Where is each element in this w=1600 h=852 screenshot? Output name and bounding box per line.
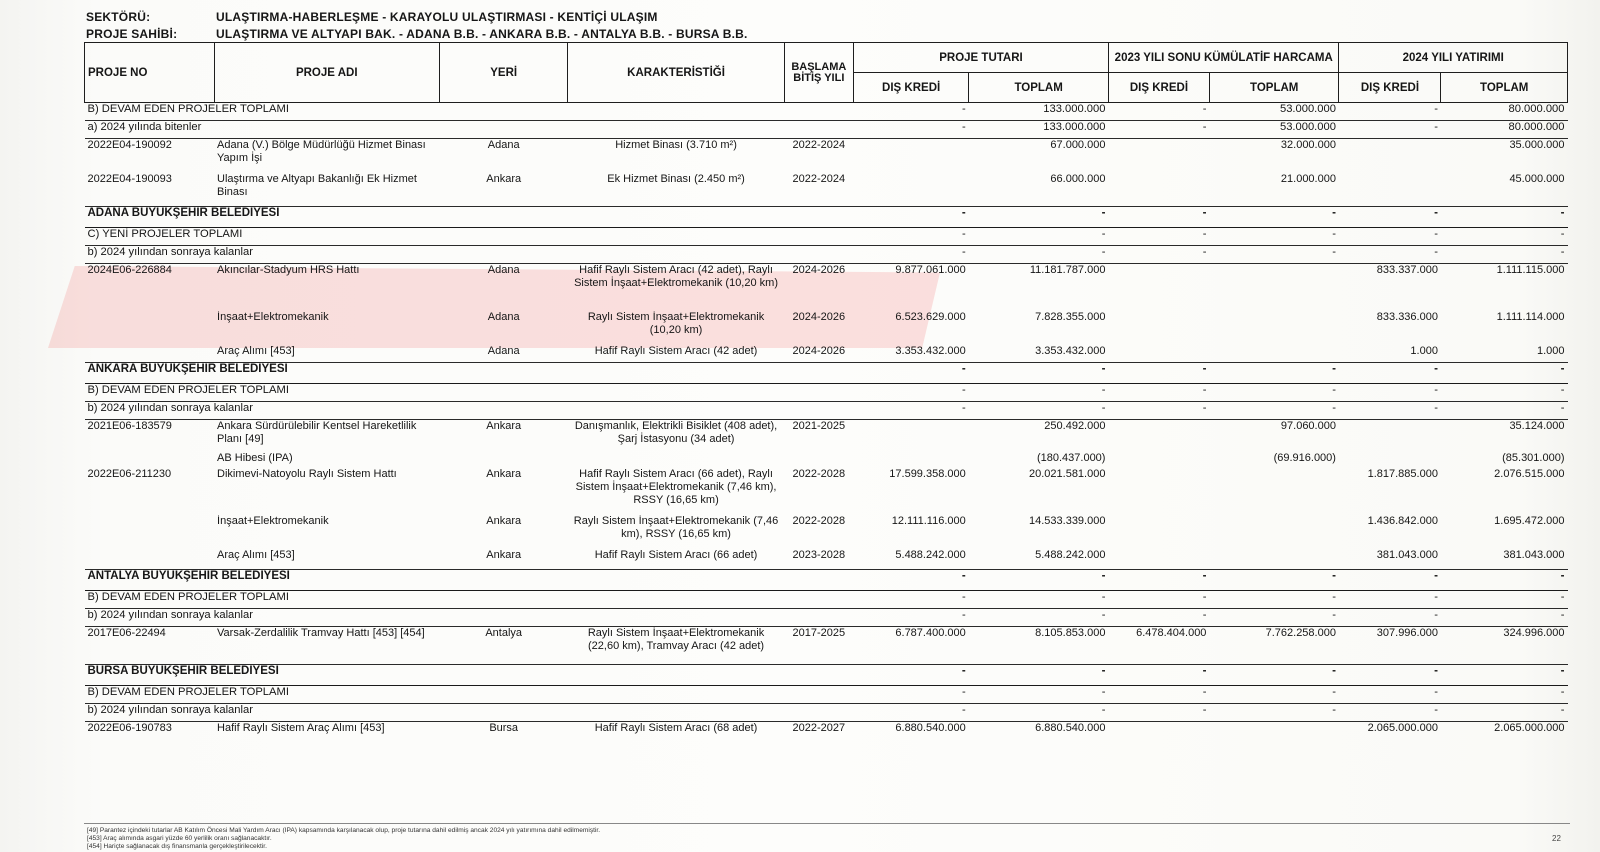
cell-proje-no: 2022E06-211230 [87, 467, 172, 480]
cell-amount: 35.000.000 [1509, 139, 1565, 151]
cell-amount: - [1209, 207, 1339, 228]
cell-yil: 2017-2025 [784, 627, 853, 665]
cell-amount: - [1339, 609, 1441, 627]
cell-amount: 381.043.000 [1339, 549, 1441, 570]
cell-amount [1108, 420, 1209, 452]
cell-amount: 307.996.000 [1339, 627, 1441, 665]
cell-yeri: Adana [487, 264, 520, 276]
cell-amount [854, 452, 969, 468]
cell-proje-adi: Ankara Sürdürülebilir Kentsel Hareketlilik Planı [49] [217, 420, 417, 445]
cell-amount [1339, 420, 1441, 452]
cell-amount: 133.000.000 [969, 103, 1109, 121]
footnote-rule [84, 823, 1570, 824]
cell-amount: - [1209, 402, 1339, 420]
table-row [85, 345, 1568, 363]
cell-amount [1339, 139, 1441, 173]
cell-amount: 20.021.581.000 [1029, 467, 1106, 480]
cell-amount: - [1441, 207, 1568, 228]
cell-amount: - [1339, 363, 1441, 384]
summary-row [85, 591, 1568, 609]
cell-amount: - [1108, 207, 1209, 228]
cell-amount: - [1441, 570, 1568, 591]
cell-amount: - [1441, 686, 1568, 704]
cell-amount: - [854, 121, 969, 139]
cell-yeri: Antalya [439, 627, 568, 665]
group-header-row [85, 665, 1568, 686]
cell-amount: - [1108, 609, 1209, 627]
group-header-row [85, 207, 1568, 228]
investment-table [84, 42, 1568, 738]
cell-amount: - [1209, 363, 1339, 384]
cell-karakteristik: Hafif Raylı Sistem Aracı (68 adet) [594, 722, 758, 734]
cell-amount: 133.000.000 [969, 121, 1109, 139]
cell-amount [854, 173, 969, 207]
cell-amount: - [1339, 207, 1441, 228]
cell-amount: 1.436.842.000 [1367, 514, 1438, 527]
cell-amount: 11.181.787.000 [1029, 264, 1106, 276]
cell-amount: - [1441, 665, 1568, 686]
cell-amount: - [1209, 228, 1339, 246]
cell-amount [1108, 139, 1209, 173]
owner-value: ULAŞTIRMA VE ALTYAPI BAK. - ADANA B.B. - ANKARA B.B. - ANTALYA B.B. - BURSA B.B. [216, 27, 748, 41]
cell-amount: - [1441, 228, 1568, 246]
cell-amount: - [1209, 704, 1339, 722]
group-title: BURSA BÜYÜKŞEHİR BELEDİYESİ [85, 665, 854, 686]
cell-amount: - [1339, 591, 1441, 609]
summary-label: B) DEVAM EDEN PROJELER TOPLAMI [85, 591, 854, 609]
group-header-row [85, 570, 1568, 591]
cell-karakteristik: Raylı Sistem İnşaat+Elektromekanik (7,46 km), RSSY (16,65 km) [573, 514, 779, 540]
cell-karakteristik: Raylı Sistem İnşaat+Elektromekanik (10,20 km) [587, 310, 765, 336]
cell-amount: - [1339, 704, 1441, 722]
cell-amount [854, 139, 969, 173]
col-baslama-bitis: BAŞLAMA BİTİŞ YILI [784, 43, 853, 103]
sector-value: ULAŞTIRMA-HABERLEŞME - KARAYOLU ULAŞTIRMASI - KENTİÇİ ULAŞIM [216, 10, 658, 24]
cell-yil: 2022-2024 [792, 139, 846, 151]
group-header-row [85, 363, 1568, 384]
col-dis-kredi: DIŞ KREDİ [1339, 73, 1441, 103]
cell-amount: 1.111.115.000 [1496, 264, 1565, 276]
cell-amount: - [969, 207, 1109, 228]
cell-amount [1339, 452, 1441, 468]
cell-amount [1108, 452, 1209, 468]
cell-amount: - [1339, 228, 1441, 246]
cell-amount: - [1209, 609, 1339, 627]
cell-amount [1108, 515, 1209, 549]
summary-row [85, 228, 1568, 246]
cell-amount: - [1339, 686, 1441, 704]
summary-row [85, 246, 1568, 264]
cell-amount: - [854, 384, 969, 402]
cell-proje-no: 2022E06-190783 [87, 722, 172, 734]
cell-proje-adi: Adana (V.) Bölge Müdürlüğü Hizmet Binası Yapım İşi [217, 139, 426, 164]
cell-amount: 2.076.515.000 [1494, 467, 1565, 480]
cell-amount: 8.105.853.000 [969, 627, 1109, 665]
cell-amount: - [969, 228, 1109, 246]
cell-amount: - [1339, 103, 1441, 121]
cell-amount: - [1441, 609, 1568, 627]
cell-amount: 250.492.000 [1044, 420, 1106, 432]
cell-amount: - [1441, 704, 1568, 722]
cell-amount: - [1209, 384, 1339, 402]
cell-amount: 53.000.000 [1209, 121, 1339, 139]
cell-amount: 12.111.116.000 [891, 514, 966, 527]
col-toplam: TOPLAM [1209, 73, 1339, 103]
cell-yeri: Bursa [489, 722, 519, 734]
table-row [85, 627, 1568, 665]
cell-amount: - [1209, 570, 1339, 591]
cell-amount: - [969, 246, 1109, 264]
cell-amount: 14.533.339.000 [1029, 514, 1106, 527]
cell-amount: - [1108, 686, 1209, 704]
cell-amount: - [1108, 665, 1209, 686]
table-row [85, 549, 1568, 570]
cell-amount: 6.880.540.000 [895, 722, 966, 734]
cell-proje-no: 2017E06-22494 [85, 627, 215, 665]
cell-karakteristik: Danışmanlık, Elektrikli Bisiklet (408 adet), Şarj İstasyonu (34 adet) [574, 420, 778, 445]
cell-amount: - [969, 384, 1109, 402]
cell-amount: 5.488.242.000 [969, 549, 1109, 570]
cell-amount [1209, 722, 1339, 738]
cell-amount [1108, 264, 1209, 311]
cell-amount: 1.695.472.000 [1494, 514, 1565, 527]
cell-amount: 3.353.432.000 [969, 345, 1109, 363]
col-proje-tutari: PROJE TUTARI [854, 43, 1109, 73]
cell-yil: 2022-2028 [792, 467, 846, 480]
cell-proje-adi: İnşaat+Elektromekanik [217, 514, 329, 527]
summary-label: B) DEVAM EDEN PROJELER TOPLAMI [85, 384, 854, 402]
cell-amount [1339, 173, 1441, 207]
page-mark: 22 [1552, 834, 1561, 843]
col-yeri: YERİ [439, 43, 568, 103]
cell-yil: 2022-2027 [792, 722, 846, 734]
cell-proje-no: 2022E04-190093 [85, 173, 215, 207]
cell-amount [1108, 468, 1209, 515]
cell-amount: (85.301.000) [1502, 451, 1565, 464]
cell-yil [784, 452, 853, 468]
cell-proje-no: 2021E06-183579 [87, 420, 172, 432]
cell-amount: 32.000.000 [1280, 139, 1336, 151]
cell-karakteristik: Hafif Raylı Sistem Aracı (42 adet), Raylı Sistem İnşaat+Elektromekanik (10,20 km) [574, 264, 778, 289]
cell-amount [1108, 311, 1209, 345]
cell-amount: - [1339, 570, 1441, 591]
group-title: ADANA BÜYÜKŞEHİR BELEDİYESİ [85, 207, 854, 228]
cell-amount: - [1209, 686, 1339, 704]
cell-amount: - [1108, 121, 1209, 139]
cell-proje-no [85, 515, 215, 549]
cell-karakteristik: Ek Hizmet Binası (2.450 m²) [568, 173, 784, 207]
table-row [85, 139, 1568, 173]
cell-proje-adi: Dikimevi-Natoyolu Raylı Sistem Hattı [217, 467, 397, 480]
owner-label: PROJE SAHİBİ: [86, 27, 178, 41]
summary-label: b) 2024 yılından sonraya kalanlar [85, 704, 854, 722]
cell-amount: 67.000.000 [1050, 139, 1106, 151]
table-row [85, 452, 1568, 468]
cell-amount: - [1441, 384, 1568, 402]
cell-amount: - [1339, 665, 1441, 686]
cell-amount: 2.065.000.000 [1494, 722, 1565, 734]
cell-amount: (69.916.000) [1273, 451, 1336, 464]
cell-amount: 833.336.000 [1376, 310, 1438, 323]
summary-row [85, 609, 1568, 627]
cell-amount: - [1108, 570, 1209, 591]
group-title: ANKARA BÜYÜKŞEHİR BELEDİYESİ [85, 363, 854, 384]
cell-amount: - [969, 609, 1109, 627]
table-row [85, 264, 1568, 311]
cell-amount: 21.000.000 [1209, 173, 1339, 207]
cell-amount: - [854, 665, 969, 686]
cell-amount: 1.000 [1339, 345, 1441, 363]
footnote-453: [453] Araç alımında asgari yüzde 60 yerlilik oranı sağlanacaktır. [87, 835, 272, 842]
cell-amount: 1.817.885.000 [1367, 467, 1438, 480]
cell-proje-no [85, 549, 215, 570]
cell-amount [1108, 722, 1209, 738]
cell-yeri: Adana [439, 345, 568, 363]
cell-amount: 7.828.355.000 [1035, 310, 1106, 323]
cell-amount: - [854, 570, 969, 591]
cell-yil: 2023-2028 [784, 549, 853, 570]
summary-row [85, 384, 1568, 402]
cell-amount: - [854, 103, 969, 121]
col-toplam: TOPLAM [1441, 73, 1568, 103]
cell-amount [1108, 345, 1209, 363]
cell-yeri: Ankara [486, 420, 522, 432]
cell-amount: 3.353.432.000 [854, 345, 969, 363]
cell-amount: - [1339, 246, 1441, 264]
footnote-454: [454] Hariçte sağlanacak dış finansmanla gerçekleştirilecektir. [87, 843, 267, 850]
cell-karakteristik: Hafif Raylı Sistem Aracı (42 adet) [568, 345, 784, 363]
summary-label: b) 2024 yılından sonraya kalanlar [85, 609, 854, 627]
col-karakteristigi: KARAKTERİSTİĞİ [568, 43, 784, 103]
cell-amount: 66.000.000 [969, 173, 1109, 207]
cell-amount: - [1209, 665, 1339, 686]
cell-amount: - [1108, 103, 1209, 121]
cell-amount: 6.478.404.000 [1108, 627, 1209, 665]
cell-amount [1209, 311, 1339, 345]
cell-amount: - [854, 686, 969, 704]
summary-row [85, 704, 1568, 722]
cell-yil: 2024-2026 [784, 345, 853, 363]
cell-proje-no: 2022E04-190092 [87, 139, 172, 151]
cell-proje-no [85, 311, 215, 345]
cell-amount [1209, 549, 1339, 570]
cell-amount: - [969, 591, 1109, 609]
cell-yil: 2021-2025 [792, 420, 846, 432]
cell-amount: - [1441, 246, 1568, 264]
cell-yil: 2022-2024 [784, 173, 853, 207]
cell-amount: - [1339, 384, 1441, 402]
cell-amount: - [1108, 246, 1209, 264]
cell-yeri: Adana [487, 139, 520, 151]
cell-proje-adi: İnşaat+Elektromekanik [217, 310, 329, 323]
summary-label: B) DEVAM EDEN PROJELER TOPLAMI [85, 686, 854, 704]
cell-amount: 324.996.000 [1441, 627, 1568, 665]
cell-amount: 80.000.000 [1441, 121, 1568, 139]
summary-row [85, 121, 1568, 139]
cell-amount: 1.111.114.000 [1496, 310, 1565, 323]
cell-amount: 35.124.000 [1509, 420, 1565, 432]
cell-amount: - [1108, 591, 1209, 609]
summary-label: b) 2024 yılından sonraya kalanlar [85, 402, 854, 420]
cell-karakteristik: Raylı Sistem İnşaat+Elektromekanik (22,60 km), Tramvay Aracı (42 adet) [568, 627, 784, 665]
cell-proje-adi: Ulaştırma ve Altyapı Bakanlığı Ek Hizmet Binası [214, 173, 439, 207]
cell-yeri: Ankara [439, 549, 568, 570]
summary-row [85, 402, 1568, 420]
cell-amount: - [854, 591, 969, 609]
cell-amount: 833.337.000 [1376, 264, 1438, 276]
cell-proje-adi: Araç Alımı [453] [214, 345, 439, 363]
col-proje-adi: PROJE ADI [214, 43, 439, 103]
cell-proje-adi: Akıncılar-Stadyum HRS Hattı [217, 264, 360, 276]
summary-row [85, 103, 1568, 121]
cell-amount: - [1108, 384, 1209, 402]
cell-karakteristik: Hizmet Binası (3.710 m²) [615, 139, 737, 151]
cell-amount [1108, 549, 1209, 570]
cell-amount: - [854, 207, 969, 228]
table-row [85, 468, 1568, 515]
cell-amount [1209, 345, 1339, 363]
table-row [85, 311, 1568, 345]
cell-amount: 45.000.000 [1441, 173, 1568, 207]
table-row [85, 173, 1568, 207]
cell-yeri: Adana [487, 310, 520, 323]
col-2024-yatirim: 2024 YILI YATIRIMI [1339, 43, 1568, 73]
cell-amount: - [1339, 121, 1441, 139]
col-dis-kredi: DIŞ KREDİ [1108, 73, 1209, 103]
cell-karakteristik: Hafif Raylı Sistem Aracı (66 adet) [568, 549, 784, 570]
cell-amount: - [854, 246, 969, 264]
cell-amount: 5.488.242.000 [854, 549, 969, 570]
cell-amount: - [854, 704, 969, 722]
sector-label: SEKTÖRÜ: [86, 10, 151, 24]
cell-amount: - [969, 570, 1109, 591]
group-title: ANTALYA BÜYÜKŞEHİR BELEDİYESİ [85, 570, 854, 591]
cell-yil: 2024-2026 [792, 310, 846, 323]
cell-amount: 97.060.000 [1280, 420, 1336, 432]
cell-amount: 2.065.000.000 [1367, 722, 1438, 734]
cell-amount: 6.523.629.000 [895, 310, 966, 323]
cell-proje-adi: AB Hibesi (IPA) [217, 451, 293, 464]
cell-amount: - [854, 228, 969, 246]
cell-amount: 7.762.258.000 [1209, 627, 1339, 665]
cell-amount: - [1209, 246, 1339, 264]
cell-proje-no: 2024E06-226884 [87, 264, 172, 276]
cell-amount [1209, 264, 1339, 311]
cell-amount: - [969, 363, 1109, 384]
cell-amount: - [969, 686, 1109, 704]
summary-label: a) 2024 yılında bitenler [85, 121, 854, 139]
cell-proje-no [85, 452, 215, 468]
cell-yeri: Ankara [439, 173, 568, 207]
cell-amount: - [969, 402, 1109, 420]
cell-amount: - [1209, 591, 1339, 609]
summary-row [85, 686, 1568, 704]
col-toplam: TOPLAM [969, 73, 1109, 103]
col-kumulatif-harcama: 2023 YILI SONU KÜMÜLATİF HARCAMA [1108, 43, 1339, 73]
table-row [85, 515, 1568, 549]
cell-amount: - [1441, 363, 1568, 384]
col-proje-no: PROJE NO [85, 43, 215, 103]
cell-proje-no [85, 345, 215, 363]
cell-amount: - [1441, 402, 1568, 420]
footnote-49: [49] Parantez içindeki tutarlar AB Katılım Öncesi Mali Yardım Aracı (IPA) kapsamında karşılanacak olup, proje tutarına dahil edilmiş ancak 2024 yılı yatırımına dahil edilmemiştir. [87, 827, 601, 834]
cell-amount [1209, 515, 1339, 549]
cell-amount: 6.880.540.000 [1035, 722, 1106, 734]
summary-label: b) 2024 yılından sonraya kalanlar [85, 246, 854, 264]
cell-proje-adi: Araç Alımı [453] [214, 549, 439, 570]
cell-amount: - [1108, 402, 1209, 420]
cell-amount: (180.437.000) [1036, 451, 1106, 464]
cell-proje-adi: Hafif Raylı Sistem Araç Alımı [453] [217, 722, 385, 734]
cell-amount [1209, 468, 1339, 515]
cell-amount: - [1108, 363, 1209, 384]
table-body [85, 103, 1568, 738]
cell-yeri: Ankara [486, 467, 522, 480]
cell-amount: - [969, 665, 1109, 686]
cell-amount: 17.599.358.000 [889, 467, 966, 480]
summary-label: B) DEVAM EDEN PROJELER TOPLAMI [85, 103, 854, 121]
cell-proje-adi: Varsak-Zerdalilik Tramvay Hattı [453] [454] [214, 627, 439, 665]
cell-amount: - [1108, 704, 1209, 722]
cell-amount: - [1441, 591, 1568, 609]
col-dis-kredi: DIŞ KREDİ [854, 73, 969, 103]
table-row [85, 420, 1568, 452]
cell-amount: 1.000 [1441, 345, 1568, 363]
cell-amount: - [854, 402, 969, 420]
cell-amount: 80.000.000 [1441, 103, 1568, 121]
cell-amount: - [1339, 402, 1441, 420]
cell-yeri [439, 452, 568, 468]
cell-amount: 9.877.061.000 [895, 264, 966, 276]
cell-amount: - [1108, 228, 1209, 246]
cell-amount: 6.787.400.000 [854, 627, 969, 665]
cell-amount [854, 420, 969, 452]
cell-karakteristik: Hafif Raylı Sistem Aracı (66 adet), Raylı Sistem İnşaat+Elektromekanik (7,46 km), RSSY (16,65 km) [575, 467, 777, 506]
cell-amount [1108, 173, 1209, 207]
cell-yeri: Ankara [486, 514, 522, 527]
cell-yil: 2022-2028 [792, 514, 846, 527]
table-row [85, 722, 1568, 738]
cell-amount: - [854, 609, 969, 627]
cell-amount: - [854, 363, 969, 384]
cell-amount: 381.043.000 [1441, 549, 1568, 570]
cell-yil: 2024-2026 [792, 264, 846, 276]
cell-karakteristik [568, 452, 784, 468]
cell-amount: - [969, 704, 1109, 722]
summary-label: C) YENİ PROJELER TOPLAMI [85, 228, 854, 246]
cell-amount: 53.000.000 [1209, 103, 1339, 121]
